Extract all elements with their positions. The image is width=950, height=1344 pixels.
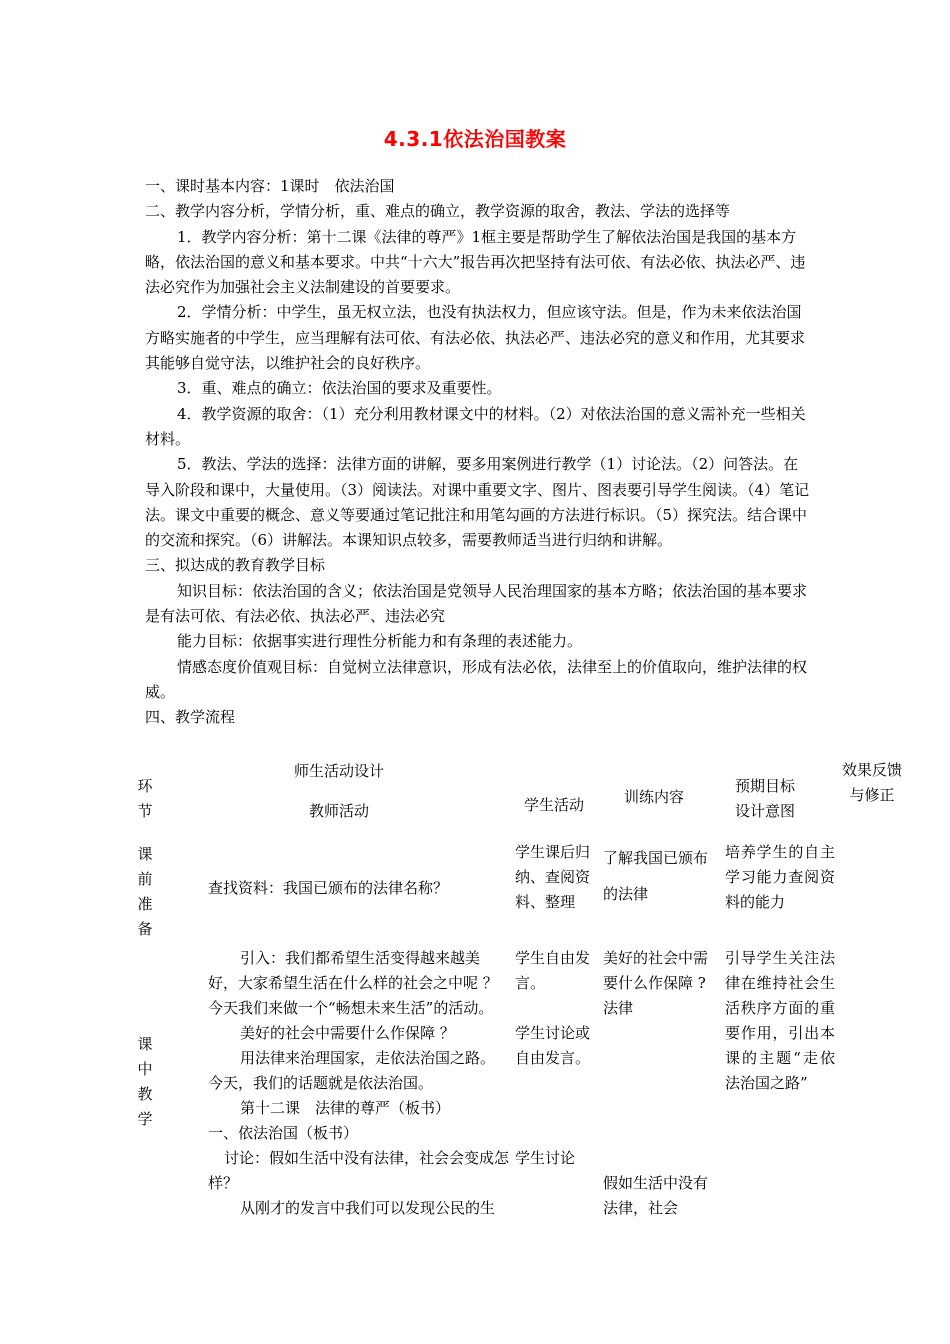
section-1-heading: 一、课时基本内容：1课时 依法治国 (145, 177, 395, 195)
header-student: 学生活动 (523, 796, 584, 814)
stage-in-class-text: 课中教学 (137, 1035, 153, 1128)
knowledge-goal: 知识目标：依法治国的含义；依法治国是党领导人民治理国家的基本方略；依法治国的基本要求是有法可依、有法必依、执法必严、违法必究 (145, 581, 808, 626)
pre-intent: 培养学生的自主学习能力查阅资料的能力 (725, 843, 835, 911)
pre-feedback (835, 838, 909, 942)
teacher-summary: 从刚才的发言中我们可以发现公民的生 (240, 1199, 496, 1217)
in-intent: 引导学生关注法律在维持社会生活秩序方面的重要作用，引出本课的主题“走依法治国之路” (725, 949, 835, 1092)
header-training: 训练内容 (623, 788, 684, 806)
header-activity-group: 师生活动设计 (293, 762, 384, 780)
content-analysis-paragraph: 1．教学内容分析：第十二课《法律的尊严》1框主要是帮助学生了解依法治国是我国的基本方略，依法治国的意义和基本要求。中共“十六大”报告再次把坚持有法可依、有法必依、执法必严、违法必究作为加强社会主义法制建设的首要要求。 (145, 227, 806, 297)
teacher-topic: 用法律来治理国家，走依法治国之路。今天，我们的话题就是依法治国。 (208, 1049, 496, 1092)
in-feedback (835, 942, 909, 1221)
teacher-board-lesson: 第十二课 法律的尊严（板书） (240, 1099, 451, 1117)
teacher-question: 美好的社会中需要什么作保障 ？ (240, 1024, 455, 1042)
pre-teacher-activity: 查找资料：我国已颁布的法律名称？ (208, 879, 449, 897)
resources-paragraph: 4．教学资源的取舍：（1）充分利用教材课文中的材料。（2）对依法治国的意义需补充一些相关材料。 (145, 404, 806, 448)
attitude-goal: 情感态度价值观目标：自觉树立法律意识，形成有法必依，法律至上的价值取向，维护法律的权威。 (145, 657, 808, 701)
header-stage-text: 环节 (137, 777, 153, 820)
training-no-law: 假如生活中没有法律，社会 (603, 1174, 709, 1217)
section-4-heading: 四、教学流程 (145, 708, 236, 727)
training-society: 美好的社会中需要什么作保障 ?法律 (603, 949, 709, 1017)
pre-student-activity: 学生课后归纳、查阅资料、整理 (515, 843, 591, 911)
section-2-heading: 二、教学内容分析，学情分析，重、难点的确立，教学资源的取舍，教法、学法的选择等 (145, 202, 731, 221)
in-student-activity (515, 942, 603, 1221)
header-feedback (835, 758, 909, 838)
document-body (145, 174, 813, 731)
stage-pre-class-text: 课前准备 (137, 845, 153, 938)
methods-paragraph: 5．教法、学法的选择：法律方面的讲解，要多用案例进行教学（1）讨论法。（2）问答法。在导入阶段和课中，大量使用。（3）阅读法。对课中重要文字、图片、图表要引导学生阅读。（4）笔记法。课文中重要的概念、意义等要通过笔记批注和用笔勾画的方法进行标识。（5）探究法。结合课中的交流和探究。（6）讲解法。本课知识点较多，需要教师适当进行归纳和讲解。 (145, 455, 810, 550)
pre-training: 了解我国已颁布的法律 (603, 849, 709, 903)
teacher-discussion: 讨论：假如生活中没有法律，社会会变成怎样？ (208, 1149, 510, 1192)
teaching-flow-table (127, 758, 909, 1221)
student-speak: 学生自由发言。 (515, 949, 591, 992)
stage-in-class (127, 942, 163, 1221)
in-teacher-activity (163, 942, 515, 1221)
section-3-heading: 三、拟达成的教育教学目标 (145, 556, 326, 575)
teacher-intro: 引入：我们都希望生活变得越来越美好，大家希望生活在什么样的社会之中呢 ？今天我们来做一个“畅想未来生活”的活动。 (208, 949, 498, 1017)
student-discuss-2: 学生讨论 (515, 1149, 576, 1167)
student-analysis-paragraph: 2．学情分析：中学生，虽无权立法，也没有执法权力，但应该守法。但是，作为未来依法治国方略实施者的中学生，应当理解有法可依、有法必依、执法必严、违法必究的意义和作用，尤其要求其能够自觉守法，以维护社会的良好秩序。 (145, 303, 806, 373)
header-teacher: 教师活动 (308, 802, 369, 820)
header-intent (725, 758, 835, 838)
header-intent-text: 预期目标设计意图 (734, 777, 795, 820)
student-discuss: 学生讨论或自由发言。 (515, 1024, 591, 1067)
key-points-paragraph: 3．重、难点的确立：依法治国的要求及重要性。 (177, 379, 502, 398)
teacher-board-section: 一、依法治国（板书） (208, 1124, 359, 1142)
header-feedback-text: 效果反馈与修正 (841, 761, 902, 804)
stage-pre-class (127, 838, 163, 942)
ability-goal: 能力目标：依据事实进行理性分析能力和有条理的表述能力。 (177, 632, 583, 651)
document-title: 4.3.1依法治国教案 (383, 127, 567, 151)
in-training (603, 942, 725, 1221)
header-stage (127, 758, 163, 838)
